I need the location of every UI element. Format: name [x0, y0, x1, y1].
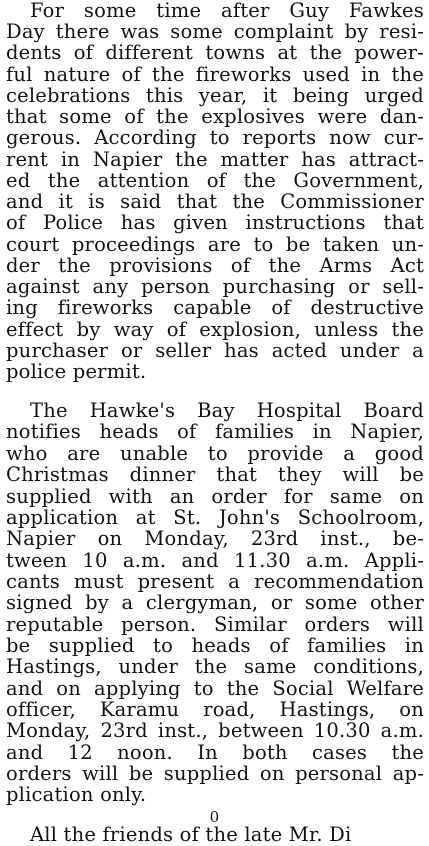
paragraph-2-line: and on applying to the Social Welfare [6, 677, 424, 700]
paragraph-2-line: cants must present a recommendation [6, 570, 424, 593]
paragraph-2-line: notifies heads of families in Napier, [6, 420, 424, 443]
paragraph-1-line: of Police has given instructions that [6, 211, 424, 234]
paragraph-1-line: that some of the explosives were dan- [6, 105, 424, 128]
paragraph-1-line: against any person purchasing or sell- [6, 275, 424, 298]
paragraph-1-line: rent in Napier the matter has attract- [6, 148, 424, 171]
paragraph-2-line: and 12 noon. In both cases the [6, 741, 424, 764]
paragraph-2-line: who are unable to provide a good [6, 442, 424, 465]
paragraph-2-line: Christmas dinner that they will be [6, 463, 424, 486]
paragraph-1-line: gerous. According to reports now cur- [6, 126, 424, 149]
paragraph-1-line: ed the attention of the Government, [6, 169, 424, 192]
paragraph-3-line: All the friends of the late Mr. Di [30, 823, 352, 846]
paragraph-1-line: Day there was some complaint by resi- [6, 20, 424, 43]
paragraph-2-line: orders will be supplied on personal ap- [6, 762, 424, 785]
paragraph-2-line: Hastings, under the same conditions, [6, 655, 424, 678]
paragraph-1-line: purchaser or seller has acted under a [6, 339, 424, 362]
paragraph-2-line: officer, Karamu road, Hastings, on [6, 698, 424, 721]
paragraph-2-line: Napier on Monday, 23rd inst., be- [6, 527, 424, 550]
paragraph-1-line: effect by way of explosion, unless the [6, 318, 424, 341]
paragraph-2-line: plication only. [6, 783, 147, 806]
paragraph-2-line: application at St. John's Schoolroom, [6, 506, 424, 529]
paragraph-2-line: The Hawke's Bay Hospital Board [30, 399, 424, 422]
paragraph-1-line: ing fireworks capable of destructive [6, 296, 424, 319]
paragraph-1-line: ful nature of the fireworks used in the [6, 63, 424, 86]
paragraph-2-line: signed by a clergyman, or some other [6, 591, 424, 614]
paragraph-1-line: court proceedings are to be taken un- [6, 233, 424, 256]
paragraph-2-line: tween 10 a.m. and 11.30 a.m. Appli- [6, 549, 424, 572]
paragraph-1-line: celebrations this year, it being urged [6, 84, 424, 107]
paragraph-2-line: Monday, 23rd inst., between 10.30 a.m. [6, 719, 424, 742]
paragraph-1-line: and it is said that the Commissioner [6, 190, 424, 213]
paragraph-1-line: For some time after Guy Fawkes [30, 0, 424, 22]
paragraph-2-line: be supplied to heads of families in [6, 634, 424, 657]
paragraph-1-line: police permit. [6, 360, 147, 383]
paragraph-2-line: supplied with an order for same on [6, 485, 424, 508]
paragraph-1-line: dents of different towns at the power- [6, 41, 424, 64]
paragraph-1-line: der the provisions of the Arms Act [6, 254, 424, 277]
paragraph-2-line: reputable person. Similar orders will [6, 613, 424, 636]
section-separator: 0 [209, 808, 220, 826]
